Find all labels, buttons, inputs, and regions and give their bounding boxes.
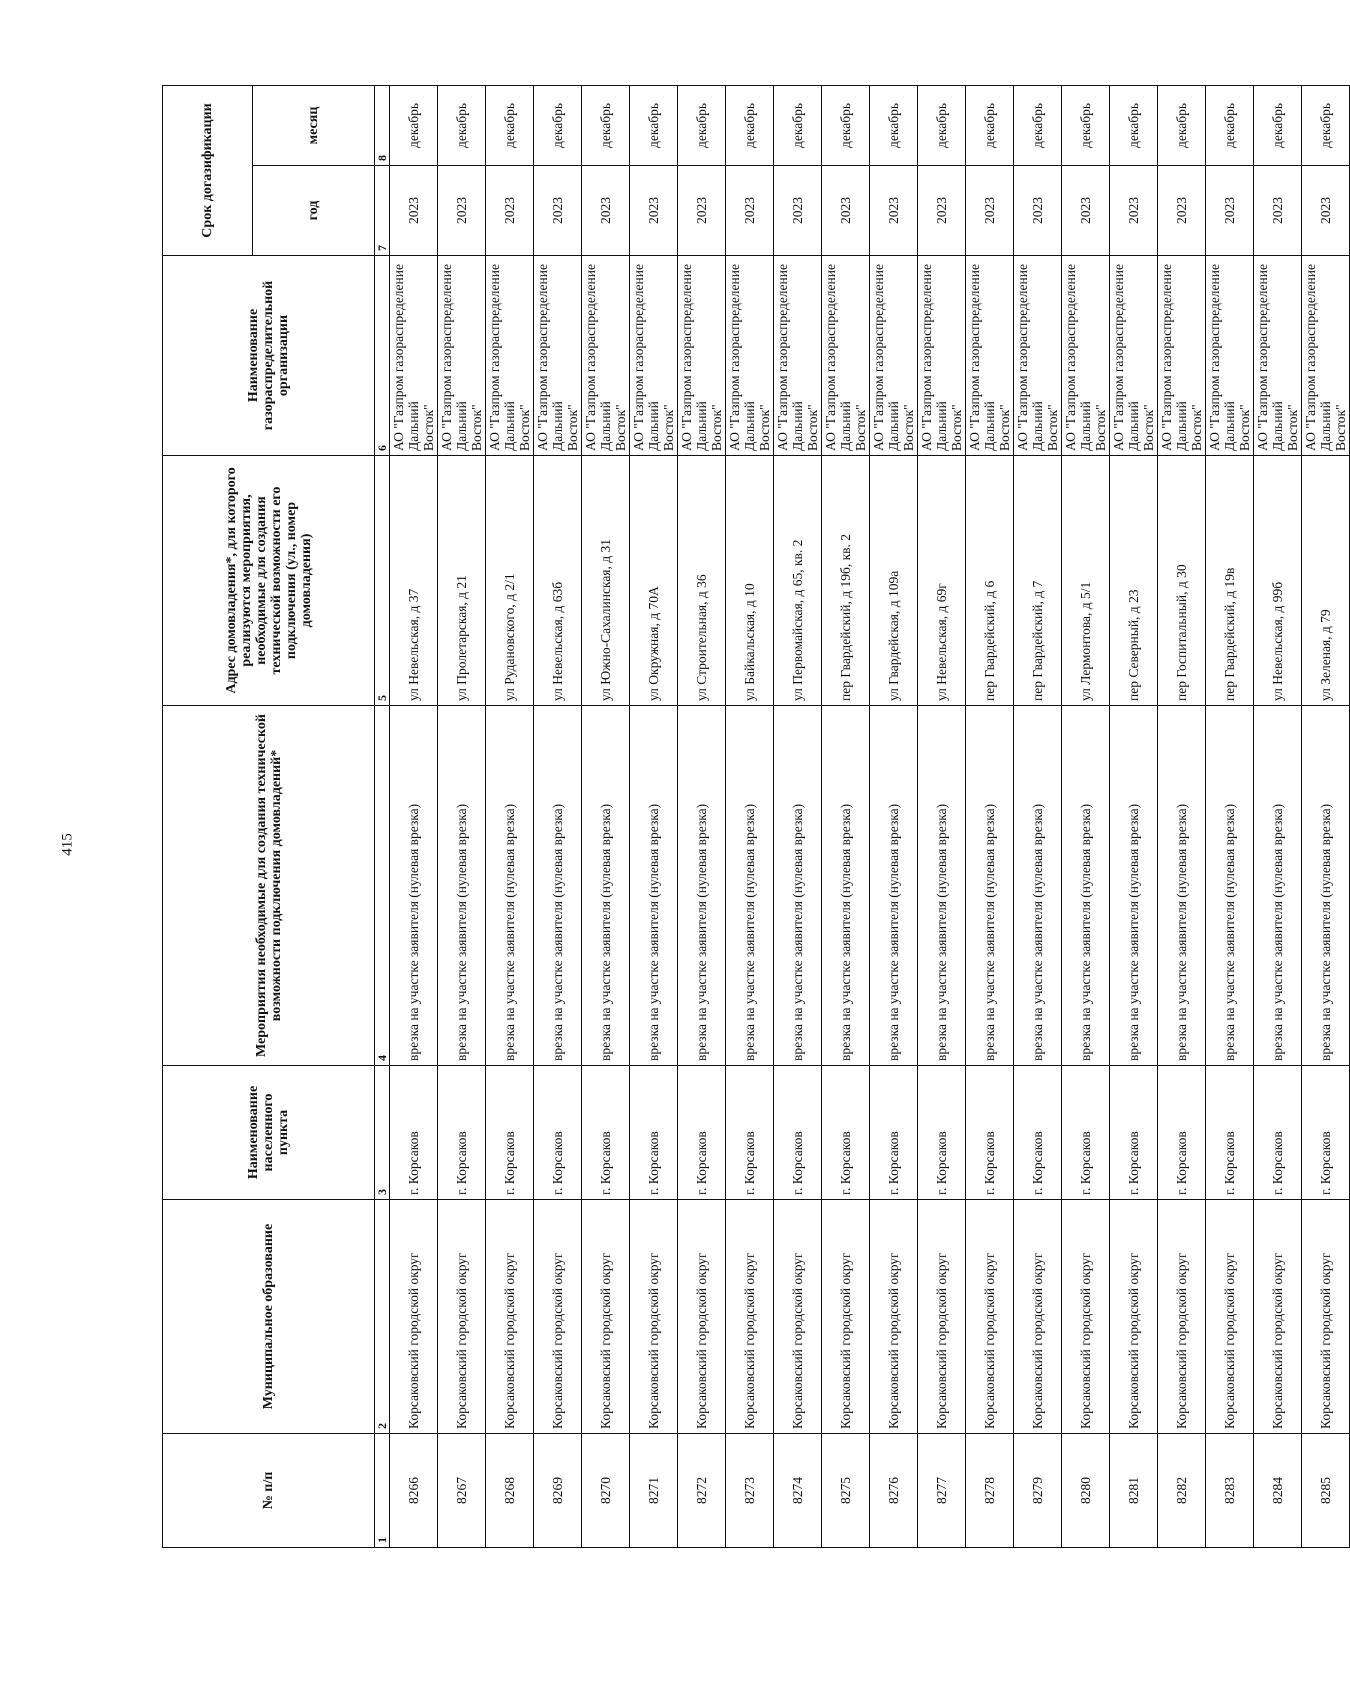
settlement-cell: г. Корсаков — [534, 1066, 582, 1200]
organization-cell: АО "Газпром газораспределение Дальний Восток" — [918, 256, 966, 456]
measure-cell: врезка на участке заявителя (нулевая врезка) — [390, 706, 438, 1066]
month-cell: декабрь — [486, 86, 534, 166]
year-cell: 2023 — [390, 166, 438, 256]
settlement-cell: г. Корсаков — [390, 1066, 438, 1200]
organization-cell: АО "Газпром газораспределение Дальний Восток" — [390, 256, 438, 456]
settlement-cell: г. Корсаков — [438, 1066, 486, 1200]
organization-cell: АО "Газпром газораспределение Дальний Восток" — [774, 256, 822, 456]
table-row — [870, 86, 918, 1548]
month-cell: декабрь — [822, 86, 870, 166]
municipality-cell: Корсаковский городской округ — [1206, 1200, 1254, 1434]
year-cell: 2023 — [1302, 166, 1350, 256]
organization-cell: АО "Газпром газораспределение Дальний Восток" — [438, 256, 486, 456]
table-row — [1206, 86, 1254, 1548]
settlement-cell: г. Корсаков — [966, 1066, 1014, 1200]
year-cell: 2023 — [438, 166, 486, 256]
header-settlement: Наименование населенного пункта — [163, 1066, 375, 1200]
month-cell: декабрь — [582, 86, 630, 166]
month-cell: декабрь — [438, 86, 486, 166]
measure-cell: врезка на участке заявителя (нулевая врезка) — [870, 706, 918, 1066]
municipality-cell: Корсаковский городской округ — [1158, 1200, 1206, 1434]
row-number: 8278 — [966, 1434, 1014, 1548]
row-number: 8268 — [486, 1434, 534, 1548]
row-number: 8273 — [726, 1434, 774, 1548]
page-number: 415 — [59, 833, 76, 856]
column-number: 3 — [375, 1066, 390, 1200]
document-table-rotated — [162, 86, 1348, 1548]
table-row — [486, 86, 534, 1548]
year-cell: 2023 — [1062, 166, 1110, 256]
measure-cell: врезка на участке заявителя (нулевая врезка) — [1302, 706, 1350, 1066]
year-cell: 2023 — [630, 166, 678, 256]
table-row — [1014, 86, 1062, 1548]
settlement-cell: г. Корсаков — [1206, 1066, 1254, 1200]
address-cell: ул Пролетарская, д 21 — [438, 456, 486, 706]
month-cell: декабрь — [1206, 86, 1254, 166]
table-row — [1254, 86, 1302, 1548]
organization-cell: АО "Газпром газораспределение Дальний Восток" — [870, 256, 918, 456]
organization-cell: АО "Газпром газораспределение Дальний Восток" — [582, 256, 630, 456]
table-row — [1062, 86, 1110, 1548]
municipality-cell: Корсаковский городской округ — [678, 1200, 726, 1434]
header-deadline: Срок догазификации — [163, 86, 253, 256]
column-number: 5 — [375, 456, 390, 706]
month-cell: декабрь — [726, 86, 774, 166]
month-cell: декабрь — [1158, 86, 1206, 166]
column-number: 1 — [375, 1434, 390, 1548]
row-number: 8267 — [438, 1434, 486, 1548]
year-cell: 2023 — [1254, 166, 1302, 256]
month-cell: декабрь — [1062, 86, 1110, 166]
measure-cell: врезка на участке заявителя (нулевая врезка) — [966, 706, 1014, 1066]
settlement-cell: г. Корсаков — [486, 1066, 534, 1200]
row-number: 8266 — [390, 1434, 438, 1548]
month-cell: декабрь — [1014, 86, 1062, 166]
table-row — [918, 86, 966, 1548]
municipality-cell: Корсаковский городской округ — [486, 1200, 534, 1434]
municipality-cell: Корсаковский городской округ — [438, 1200, 486, 1434]
row-number: 8285 — [1302, 1434, 1350, 1548]
month-cell: декабрь — [678, 86, 726, 166]
header-year: год — [253, 166, 375, 256]
year-cell: 2023 — [870, 166, 918, 256]
month-cell: декабрь — [774, 86, 822, 166]
municipality-cell: Корсаковский городской округ — [822, 1200, 870, 1434]
month-cell: декабрь — [1302, 86, 1350, 166]
organization-cell: АО "Газпром газораспределение Дальний Восток" — [1206, 256, 1254, 456]
municipality-cell: Корсаковский городской округ — [630, 1200, 678, 1434]
address-cell: ул Южно-Сахалинская, д 31 — [582, 456, 630, 706]
address-cell: пер Гвардейский, д 19в — [1206, 456, 1254, 706]
address-cell: ул Окружная, д 70А — [630, 456, 678, 706]
column-number: 2 — [375, 1200, 390, 1434]
municipality-cell: Корсаковский городской округ — [966, 1200, 1014, 1434]
month-cell: декабрь — [966, 86, 1014, 166]
table-row — [822, 86, 870, 1548]
organization-cell: АО "Газпром газораспределение Дальний Восток" — [678, 256, 726, 456]
measure-cell: врезка на участке заявителя (нулевая врезка) — [1014, 706, 1062, 1066]
header-measures: Мероприятия необходимые для создания технической возможности подключения домовладений* — [163, 706, 375, 1066]
address-cell: пер Гвардейский, д 7 — [1014, 456, 1062, 706]
address-cell: ул Гвардейская, д 109а — [870, 456, 918, 706]
settlement-cell: г. Корсаков — [1254, 1066, 1302, 1200]
table-row — [678, 86, 726, 1548]
header-address: Адрес домовладения*, для которого реализуются мероприятия, необходимые для создания технической возможности его подключения (ул., номер домовладения) — [163, 456, 375, 706]
year-cell: 2023 — [726, 166, 774, 256]
month-cell: декабрь — [534, 86, 582, 166]
measure-cell: врезка на участке заявителя (нулевая врезка) — [582, 706, 630, 1066]
organization-cell: АО "Газпром газораспределение Дальний Восток" — [822, 256, 870, 456]
municipality-cell: Корсаковский городской округ — [1302, 1200, 1350, 1434]
settlement-cell: г. Корсаков — [582, 1066, 630, 1200]
table-row — [1110, 86, 1158, 1548]
organization-cell: АО "Газпром газораспределение Дальний Восток" — [1014, 256, 1062, 456]
column-number-row — [375, 86, 390, 1548]
row-number: 8279 — [1014, 1434, 1062, 1548]
header-municipality: Муниципальное образование — [163, 1200, 375, 1434]
municipality-cell: Корсаковский городской округ — [582, 1200, 630, 1434]
row-number: 8283 — [1206, 1434, 1254, 1548]
measure-cell: врезка на участке заявителя (нулевая врезка) — [1254, 706, 1302, 1066]
table-row — [390, 86, 438, 1548]
table-row — [774, 86, 822, 1548]
measure-cell: врезка на участке заявителя (нулевая врезка) — [1062, 706, 1110, 1066]
row-number: 8281 — [1110, 1434, 1158, 1548]
row-number: 8274 — [774, 1434, 822, 1548]
organization-cell: АО "Газпром газораспределение Дальний Восток" — [1158, 256, 1206, 456]
column-number: 4 — [375, 706, 390, 1066]
municipality-cell: Корсаковский городской округ — [1254, 1200, 1302, 1434]
municipality-cell: Корсаковский городской округ — [726, 1200, 774, 1434]
settlement-cell: г. Корсаков — [630, 1066, 678, 1200]
year-cell: 2023 — [1206, 166, 1254, 256]
header-row — [163, 86, 253, 1548]
address-cell: ул Невельская, д 37 — [390, 456, 438, 706]
table-row — [726, 86, 774, 1548]
address-cell: пер Госпитальный, д 30 — [1158, 456, 1206, 706]
table-row — [630, 86, 678, 1548]
row-number: 8272 — [678, 1434, 726, 1548]
municipality-cell: Корсаковский городской округ — [918, 1200, 966, 1434]
address-cell: ул Зеленая, д 79 — [1302, 456, 1350, 706]
column-number: 8 — [375, 86, 390, 166]
year-cell: 2023 — [678, 166, 726, 256]
table-row — [966, 86, 1014, 1548]
row-number: 8275 — [822, 1434, 870, 1548]
settlement-cell: г. Корсаков — [1014, 1066, 1062, 1200]
header-num: № п/п — [163, 1434, 375, 1548]
settlement-cell: г. Корсаков — [1302, 1066, 1350, 1200]
gasification-table — [162, 85, 1350, 1548]
year-cell: 2023 — [774, 166, 822, 256]
table-row — [1158, 86, 1206, 1548]
address-cell: ул Первомайская, д 65, кв. 2 — [774, 456, 822, 706]
measure-cell: врезка на участке заявителя (нулевая врезка) — [438, 706, 486, 1066]
municipality-cell: Корсаковский городской округ — [1110, 1200, 1158, 1434]
month-cell: декабрь — [1110, 86, 1158, 166]
year-cell: 2023 — [1110, 166, 1158, 256]
row-number: 8280 — [1062, 1434, 1110, 1548]
year-cell: 2023 — [1014, 166, 1062, 256]
organization-cell: АО "Газпром газораспределение Дальний Восток" — [1302, 256, 1350, 456]
year-cell: 2023 — [822, 166, 870, 256]
table-row — [534, 86, 582, 1548]
row-number: 8277 — [918, 1434, 966, 1548]
table-body — [390, 86, 1350, 1548]
settlement-cell: г. Корсаков — [774, 1066, 822, 1200]
year-cell: 2023 — [582, 166, 630, 256]
measure-cell: врезка на участке заявителя (нулевая врезка) — [1110, 706, 1158, 1066]
column-number: 6 — [375, 256, 390, 456]
row-number: 8271 — [630, 1434, 678, 1548]
address-cell: ул Рудановского, д 2/1 — [486, 456, 534, 706]
settlement-cell: г. Корсаков — [822, 1066, 870, 1200]
table-row — [1302, 86, 1350, 1548]
measure-cell: врезка на участке заявителя (нулевая врезка) — [726, 706, 774, 1066]
address-cell: пер Гвардейский, д 19б, кв. 2 — [822, 456, 870, 706]
address-cell: пер Гвардейский, д 6 — [966, 456, 1014, 706]
month-cell: декабрь — [918, 86, 966, 166]
settlement-cell: г. Корсаков — [870, 1066, 918, 1200]
measure-cell: врезка на участке заявителя (нулевая врезка) — [918, 706, 966, 1066]
address-cell: ул Байкальская, д 10 — [726, 456, 774, 706]
measure-cell: врезка на участке заявителя (нулевая врезка) — [630, 706, 678, 1066]
month-cell: декабрь — [390, 86, 438, 166]
measure-cell: врезка на участке заявителя (нулевая врезка) — [822, 706, 870, 1066]
settlement-cell: г. Корсаков — [918, 1066, 966, 1200]
measure-cell: врезка на участке заявителя (нулевая врезка) — [774, 706, 822, 1066]
municipality-cell: Корсаковский городской округ — [390, 1200, 438, 1434]
settlement-cell: г. Корсаков — [1062, 1066, 1110, 1200]
organization-cell: АО "Газпром газораспределение Дальний Восток" — [630, 256, 678, 456]
row-number: 8282 — [1158, 1434, 1206, 1548]
measure-cell: врезка на участке заявителя (нулевая врезка) — [486, 706, 534, 1066]
row-number: 8284 — [1254, 1434, 1302, 1548]
municipality-cell: Корсаковский городской округ — [774, 1200, 822, 1434]
organization-cell: АО "Газпром газораспределение Дальний Восток" — [1110, 256, 1158, 456]
header-month: месяц — [253, 86, 375, 166]
address-cell: ул Невельская, д 63б — [534, 456, 582, 706]
header-organization: Наименование газораспределительной организации — [163, 256, 375, 456]
settlement-cell: г. Корсаков — [1158, 1066, 1206, 1200]
address-cell: ул Невельская, д 99б — [1254, 456, 1302, 706]
address-cell: пер Северный, д 23 — [1110, 456, 1158, 706]
address-cell: ул Лермонтова, д 5/1 — [1062, 456, 1110, 706]
organization-cell: АО "Газпром газораспределение Дальний Восток" — [726, 256, 774, 456]
year-cell: 2023 — [1158, 166, 1206, 256]
table-row — [582, 86, 630, 1548]
measure-cell: врезка на участке заявителя (нулевая врезка) — [1206, 706, 1254, 1066]
month-cell: декабрь — [1254, 86, 1302, 166]
year-cell: 2023 — [918, 166, 966, 256]
column-number: 7 — [375, 166, 390, 256]
address-cell: ул Невельская, д 69г — [918, 456, 966, 706]
month-cell: декабрь — [870, 86, 918, 166]
municipality-cell: Корсаковский городской округ — [1014, 1200, 1062, 1434]
organization-cell: АО "Газпром газораспределение Дальний Восток" — [486, 256, 534, 456]
municipality-cell: Корсаковский городской округ — [534, 1200, 582, 1434]
year-cell: 2023 — [534, 166, 582, 256]
settlement-cell: г. Корсаков — [1110, 1066, 1158, 1200]
row-number: 8270 — [582, 1434, 630, 1548]
organization-cell: АО "Газпром газораспределение Дальний Восток" — [1254, 256, 1302, 456]
measure-cell: врезка на участке заявителя (нулевая врезка) — [534, 706, 582, 1066]
settlement-cell: г. Корсаков — [726, 1066, 774, 1200]
organization-cell: АО "Газпром газораспределение Дальний Восток" — [534, 256, 582, 456]
municipality-cell: Корсаковский городской округ — [870, 1200, 918, 1434]
measure-cell: врезка на участке заявителя (нулевая врезка) — [678, 706, 726, 1066]
organization-cell: АО "Газпром газораспределение Дальний Восток" — [966, 256, 1014, 456]
measure-cell: врезка на участке заявителя (нулевая врезка) — [1158, 706, 1206, 1066]
address-cell: ул Строительная, д 36 — [678, 456, 726, 706]
row-number: 8269 — [534, 1434, 582, 1548]
row-number: 8276 — [870, 1434, 918, 1548]
organization-cell: АО "Газпром газораспределение Дальний Восток" — [1062, 256, 1110, 456]
municipality-cell: Корсаковский городской округ — [1062, 1200, 1110, 1434]
year-cell: 2023 — [966, 166, 1014, 256]
table-row — [438, 86, 486, 1548]
year-cell: 2023 — [486, 166, 534, 256]
month-cell: декабрь — [630, 86, 678, 166]
settlement-cell: г. Корсаков — [678, 1066, 726, 1200]
